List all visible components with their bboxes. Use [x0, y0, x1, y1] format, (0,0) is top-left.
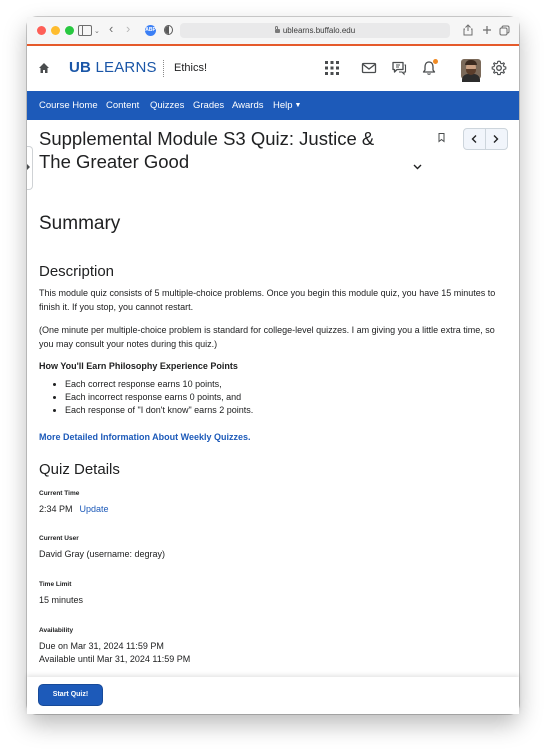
list-item: • Each correct response earns 10 points, — [65, 378, 253, 391]
nav-help[interactable] — [273, 99, 301, 113]
mail-icon[interactable] — [361, 60, 377, 76]
time-limit-value: 15 minutes — [39, 595, 84, 605]
lock-icon — [275, 29, 280, 33]
avatar[interactable] — [461, 59, 481, 79]
description-heading: Description — [39, 263, 115, 280]
back-icon[interactable]: ‹ — [109, 21, 114, 36]
summary-heading: Summary — [39, 213, 121, 234]
nav-awards[interactable]: Awards — [232, 100, 264, 111]
current-user-value: David Gray (username: degray) — [39, 549, 166, 559]
earn-points-heading: How You'll Earn Philosophy Experience Points — [39, 361, 238, 371]
current-time-row — [39, 503, 109, 516]
extension-icon[interactable]: ABP — [145, 25, 156, 36]
next-topic-button[interactable] — [486, 129, 507, 149]
home-icon[interactable] — [38, 62, 50, 74]
chevron-right-icon — [493, 135, 499, 143]
list-item: • Each response of "I don't know" earns 2 points. — [65, 404, 253, 417]
quiz-footer — [27, 677, 519, 714]
course-selector-grid-icon[interactable] — [324, 60, 340, 76]
course-navbar — [27, 91, 519, 120]
header-divider — [163, 60, 165, 77]
chat-icon[interactable] — [391, 60, 407, 76]
browser-toolbar — [27, 17, 519, 45]
new-tab-icon[interactable] — [482, 25, 492, 35]
list-item: • Each incorrect response earns 0 points, and — [65, 391, 253, 404]
time-limit-label: Time Limit — [39, 581, 72, 588]
forward-icon[interactable]: › — [126, 21, 131, 36]
nav-content[interactable]: Content — [106, 100, 140, 111]
close-window-button[interactable] — [37, 26, 46, 35]
description-paragraph-2: (One minute per multiple-choice problem is standard for college-level quizzes. I am giving you a little extra time, so you may consult your notes during this quiz.) — [39, 325, 495, 349]
nav-help-label: Help — [273, 100, 293, 111]
expand-panel-tab[interactable] — [27, 146, 33, 190]
logo-learns-text: LEARNS — [95, 59, 157, 76]
nav-grades[interactable]: Grades — [193, 100, 225, 111]
nav-course-home[interactable]: Course Home — [39, 100, 98, 111]
current-time-label: Current Time — [39, 490, 80, 497]
current-time-value: 2:34 PM — [39, 504, 73, 514]
current-user-label: Current User — [39, 535, 79, 542]
title-dropdown-chevron-icon[interactable] — [413, 164, 422, 170]
chevron-down-icon: ▼ — [294, 102, 302, 109]
description-paragraph-1: This module quiz consists of 5 multiple-choice problems. Once you begin this module quiz, you have 15 minutes to finish it. If you stop, you cannot restart. — [39, 288, 496, 312]
bookmark-icon[interactable] — [438, 133, 445, 142]
zoom-window-button[interactable] — [65, 26, 74, 35]
address-bar-url: ublearns.buffalo.edu — [282, 26, 356, 35]
due-date-value: Due on Mar 31, 2024 11:59 PM — [39, 641, 164, 651]
sidebar-toggle-icon[interactable] — [78, 25, 92, 36]
course-name[interactable]: Ethics! — [174, 62, 208, 74]
main-content — [27, 120, 519, 677]
topic-pager — [463, 128, 508, 150]
chevron-left-icon — [471, 135, 477, 143]
ublearns-logo[interactable] — [69, 58, 157, 78]
page-title: Supplemental Module S3 Quiz: Justice & The Greater Good — [39, 128, 375, 172]
browser-window — [27, 17, 519, 714]
quiz-details-heading: Quiz Details — [39, 461, 120, 478]
available-until-value: Available until Mar 31, 2024 11:59 PM — [39, 654, 191, 664]
share-icon[interactable] — [463, 24, 473, 36]
update-time-link[interactable]: Update — [79, 504, 109, 514]
start-quiz-button[interactable]: Start Quiz! — [39, 685, 102, 705]
privacy-shield-icon[interactable] — [164, 25, 173, 35]
logo-ub-text: UB — [69, 59, 92, 76]
notification-dot — [433, 59, 438, 64]
lms-header — [27, 46, 519, 91]
gear-icon[interactable] — [491, 60, 507, 76]
minimize-window-button[interactable] — [51, 26, 60, 35]
nav-quizzes[interactable]: Quizzes — [150, 100, 185, 111]
tab-overview-icon[interactable] — [499, 25, 510, 36]
address-bar[interactable] — [180, 23, 450, 38]
previous-topic-button[interactable] — [464, 129, 485, 149]
points-list — [39, 378, 253, 417]
more-info-link[interactable]: More Detailed Information About Weekly Quizzes. — [39, 432, 251, 442]
chevron-down-icon[interactable]: ⌄ — [94, 28, 100, 35]
availability-label: Availability — [39, 627, 74, 634]
